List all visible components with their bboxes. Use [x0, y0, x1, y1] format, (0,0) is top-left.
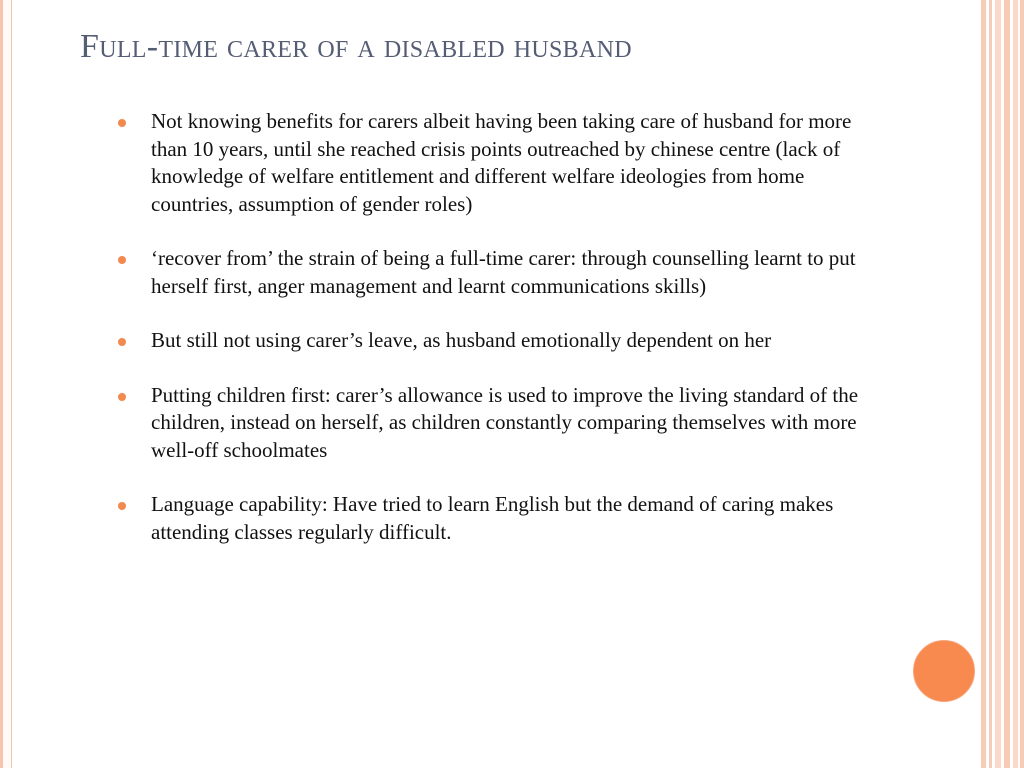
bullet-item	[118, 108, 878, 218]
bullet-dot-icon	[118, 338, 126, 346]
right-stripe-decoration	[1004, 0, 1010, 768]
slide-title: Full-time carer of a disabled husband	[80, 28, 632, 65]
bullet-text: Putting children first: carer’s allowance is used to improve the living standard of the children, instead on herself, as children constantly comparing themselves with more well-off schoolmates	[151, 382, 859, 462]
bullet-text: ‘recover from’ the strain of being a full-time carer: through counselling learnt to put herself first, anger management and learnt communications skills)	[151, 246, 856, 298]
bullet-text: But still not using carer’s leave, as husband emotionally dependent on her	[151, 328, 772, 352]
bullet-dot-icon	[118, 393, 126, 401]
bullet-text: Language capability: Have tried to learn English but the demand of caring makes attending classes regularly difficult.	[151, 492, 834, 544]
bullet-item	[118, 382, 878, 465]
bullet-dot-icon	[118, 256, 126, 264]
bullet-dot-icon	[118, 502, 126, 510]
right-stripe-decoration	[995, 0, 1001, 768]
right-stripe-decoration	[1020, 0, 1024, 768]
decorative-circle	[913, 640, 975, 702]
right-stripe-decoration	[989, 0, 992, 768]
right-stripe-decoration	[981, 0, 986, 768]
bullet-item	[118, 327, 878, 355]
bullet-list	[118, 108, 878, 573]
bullet-item	[118, 245, 878, 300]
bullet-dot-icon	[118, 119, 126, 127]
bullet-text: Not knowing benefits for carers albeit having been taking care of husband for more than 10 years, until she reached crisis points outreached by chinese centre (lack of knowledge of welfare entitlement and different welfare ideologies from home countries, assumption of gender roles)	[151, 109, 852, 216]
bullet-item	[118, 491, 878, 546]
left-border-decoration	[0, 0, 12, 768]
right-stripe-decoration	[1013, 0, 1018, 768]
